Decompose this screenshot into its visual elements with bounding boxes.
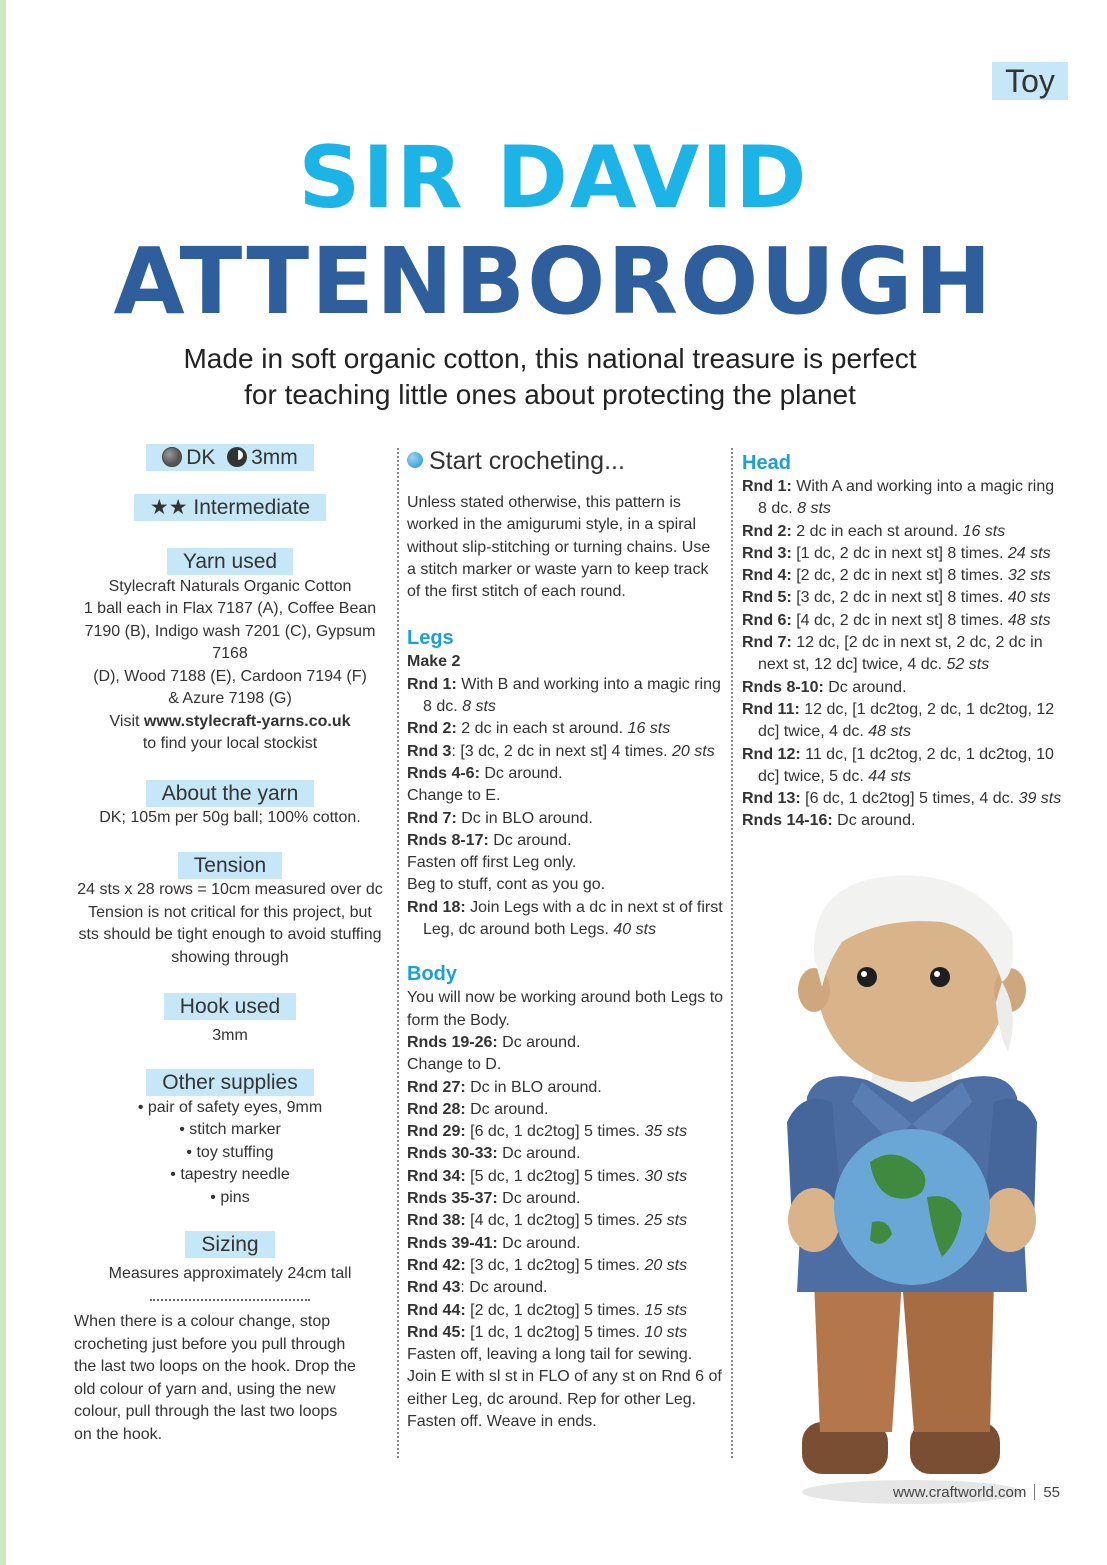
footer-url[interactable]: www.craftworld.com bbox=[892, 1484, 1027, 1501]
supply-item: • tapestry needle bbox=[170, 1166, 290, 1183]
stitch-count: 16 sts bbox=[962, 522, 1006, 540]
round-label: Rnd 2: bbox=[742, 522, 792, 540]
pattern-round bbox=[407, 874, 725, 896]
stitch-count: 40 sts bbox=[613, 921, 657, 939]
standfirst-line-1: Made in soft organic cotton, this national treasure is perfect bbox=[183, 343, 917, 374]
supply-item: • pins bbox=[210, 1188, 250, 1206]
round-label: Rnd 11: bbox=[742, 700, 800, 718]
round-text: [3 dc, 2 dc in next st] 8 times. bbox=[791, 589, 1008, 607]
hook-used-text: 3mm bbox=[212, 1026, 248, 1044]
intro-line: without slip-stitching or turning chains. Use bbox=[407, 538, 711, 556]
round-label: Rnd 27: bbox=[407, 1078, 466, 1096]
pattern-round bbox=[407, 1233, 725, 1255]
pattern-round bbox=[407, 830, 725, 852]
round-text: : Dc around. bbox=[460, 1279, 548, 1297]
pattern-round bbox=[742, 699, 1062, 744]
pattern-round bbox=[407, 1255, 725, 1277]
round-text: Change to E. bbox=[407, 787, 501, 805]
pattern-round bbox=[407, 1300, 725, 1322]
stitch-count: 48 sts bbox=[1007, 611, 1051, 629]
round-text: Dc in BLO around. bbox=[456, 809, 593, 827]
intro-line: of the first stitch of each round. bbox=[407, 583, 626, 601]
yarn-used-block bbox=[70, 576, 390, 756]
stitch-count: 20 sts bbox=[672, 742, 715, 760]
round-label: Rnd 4: bbox=[742, 567, 792, 585]
round-text: [3 dc, 1 dc2tog] 5 times. bbox=[465, 1256, 645, 1274]
round-text: Fasten off first Leg only. bbox=[407, 854, 577, 872]
page-footer bbox=[800, 1480, 1060, 1506]
round-label: Rnd 7: bbox=[742, 634, 792, 652]
other-supplies-heading: Other supplies bbox=[146, 1069, 313, 1096]
round-text: 2 dc in each st around. bbox=[791, 522, 963, 540]
pattern-round bbox=[742, 810, 1062, 832]
round-text: Dc around. bbox=[497, 1234, 581, 1252]
yarn-ball-icon bbox=[407, 452, 423, 468]
round-text: 2 dc in each st around. bbox=[456, 720, 628, 738]
stitch-count: 32 sts bbox=[1007, 567, 1051, 585]
pattern-round bbox=[407, 1322, 725, 1344]
spec-pill bbox=[146, 444, 314, 471]
pattern-round bbox=[742, 565, 1062, 587]
round-label: Rnd 7: bbox=[407, 809, 457, 827]
round-text: [1 dc, 1 dc2tog] 5 times. bbox=[465, 1323, 645, 1341]
round-text: You will now be working around both Legs to form the Body. bbox=[407, 989, 724, 1029]
round-text: [5 dc, 1 dc2tog] 5 times. bbox=[465, 1167, 645, 1185]
stitch-count: 44 sts bbox=[868, 767, 911, 785]
category-tag: Toy bbox=[992, 62, 1068, 100]
round-label: Rnd 34: bbox=[407, 1167, 466, 1185]
start-heading bbox=[407, 446, 725, 476]
pattern-round bbox=[407, 1188, 725, 1210]
intro-line: Unless stated otherwise, this pattern is bbox=[407, 494, 681, 511]
title-line-2: ATTENBOROUGH bbox=[113, 228, 994, 335]
round-label: Rnd 5: bbox=[742, 589, 792, 607]
column-divider-left bbox=[397, 448, 399, 1458]
yarn-line: 7190 (B), Indigo wash 7201 (C), Gypsum 7168 bbox=[84, 622, 376, 662]
round-label: Rnd 42: bbox=[407, 1256, 466, 1274]
about-yarn-heading: About the yarn bbox=[146, 780, 315, 807]
pattern-round bbox=[407, 1344, 725, 1366]
round-label: Rnd 28: bbox=[407, 1100, 466, 1118]
round-label: Rnd 38: bbox=[407, 1212, 466, 1230]
body-rows bbox=[407, 987, 725, 1433]
round-label: Rnds 4-6: bbox=[407, 764, 480, 782]
about-yarn-text: DK; 105m per 50g ball; 100% cotton. bbox=[99, 809, 361, 826]
pattern-round bbox=[407, 1077, 725, 1099]
pattern-round bbox=[407, 897, 725, 942]
pattern-round bbox=[742, 632, 1062, 677]
note-line: on the hook. bbox=[74, 1425, 163, 1443]
stitch-count: 52 sts bbox=[946, 656, 990, 674]
round-label: Rnd 3: bbox=[742, 544, 792, 562]
pattern-round bbox=[407, 674, 725, 719]
note-line: old colour of yarn and, using the new bbox=[74, 1380, 336, 1398]
stitch-count: 30 sts bbox=[644, 1167, 688, 1185]
supply-item: • stitch marker bbox=[179, 1121, 281, 1138]
intro-line: worked in the amigurumi style, in a spiral bbox=[407, 516, 697, 534]
pattern-round bbox=[742, 476, 1062, 521]
dotted-divider bbox=[150, 1299, 310, 1301]
yarn-line: & Azure 7198 (G) bbox=[168, 690, 292, 707]
page-number: 55 bbox=[1043, 1484, 1060, 1501]
pattern-round bbox=[742, 677, 1062, 699]
round-text: Dc around. bbox=[479, 764, 563, 782]
round-label: Rnd 1: bbox=[742, 478, 792, 495]
round-label: Rnd 3 bbox=[407, 742, 452, 760]
round-text: Dc around. bbox=[497, 1145, 581, 1163]
round-text: 12 dc, [1 dc2tog, 2 dc, 1 dc2tog, 12 dc] twice, 4 dc. bbox=[758, 700, 1055, 741]
sizing-heading: Sizing bbox=[185, 1231, 274, 1258]
yarn-line: Stylecraft Naturals Organic Cotton bbox=[108, 577, 352, 595]
stitch-count: 16 sts bbox=[627, 720, 671, 738]
pattern-round bbox=[407, 1277, 725, 1299]
supply-item: • pair of safety eyes, 9mm bbox=[137, 1098, 323, 1116]
yarn-line: (D), Wood 7188 (E), Cardoon 7194 (F) bbox=[93, 667, 367, 685]
stitch-count: 35 sts bbox=[644, 1123, 688, 1141]
round-label: Rnd 45: bbox=[407, 1323, 466, 1341]
tension-heading: Tension bbox=[178, 852, 282, 879]
round-label: Rnds 35-37: bbox=[407, 1190, 498, 1208]
pattern-round bbox=[407, 1366, 725, 1411]
round-label: Rnds 39-41: bbox=[407, 1234, 498, 1252]
round-text: With B and working into a magic ring 8 dc. bbox=[423, 675, 721, 716]
pattern-round bbox=[407, 785, 725, 807]
stitch-count: 48 sts bbox=[868, 723, 911, 741]
round-label: Rnd 13: bbox=[742, 790, 801, 808]
pattern-round bbox=[407, 1210, 725, 1232]
round-label: Rnd 43 bbox=[407, 1279, 461, 1297]
stitch-count: 25 sts bbox=[644, 1212, 688, 1230]
round-label: Rnds 8-17: bbox=[407, 831, 489, 849]
pattern-round bbox=[407, 718, 725, 740]
supplies-list bbox=[70, 1097, 390, 1210]
legs-rows bbox=[407, 674, 725, 942]
colour-change-note bbox=[70, 1311, 390, 1446]
pattern-round bbox=[407, 741, 725, 763]
pattern-round bbox=[742, 521, 1062, 543]
round-label: Rnd 44: bbox=[407, 1301, 466, 1319]
pattern-round bbox=[407, 1166, 725, 1188]
round-text: 11 dc, [1 dc2tog, 2 dc, 1 dc2tog, 10 dc] twice, 5 dc. bbox=[758, 745, 1054, 785]
yarn-line: 1 ball each in Flax 7187 (A), Coffee Bean bbox=[83, 600, 377, 617]
round-text: Beg to stuff, cont as you go. bbox=[407, 876, 606, 894]
pattern-round bbox=[407, 808, 725, 830]
round-label: Rnd 1: bbox=[407, 675, 457, 693]
stitch-count: 24 sts bbox=[1007, 544, 1051, 562]
note-line: colour, pull through the last two loops bbox=[74, 1403, 338, 1420]
head-rows bbox=[742, 476, 1062, 833]
round-text: Fasten off. Weave in ends. bbox=[407, 1412, 597, 1430]
round-text: 12 dc, [2 dc in next st, 2 dc, 2 dc in next st, 12 dc] twice, 4 dc. bbox=[758, 634, 1043, 674]
round-text: Dc around. bbox=[823, 678, 907, 696]
round-text: Dc around. bbox=[488, 831, 572, 849]
legs-make: Make 2 bbox=[407, 653, 461, 671]
stitch-count: 40 sts bbox=[1007, 589, 1051, 607]
stylecraft-url[interactable]: www.stylecraft-yarns.co.uk bbox=[143, 712, 351, 730]
difficulty-pill: ★★ Intermediate bbox=[134, 494, 326, 521]
hook-size: 3mm bbox=[251, 446, 298, 469]
note-line: crocheting just before you pull through bbox=[74, 1335, 346, 1353]
tension-line: sts should be tight enough to avoid stuffing bbox=[78, 926, 382, 943]
legs-heading: Legs bbox=[407, 627, 454, 650]
round-text: [1 dc, 2 dc in next st] 8 times. bbox=[791, 544, 1008, 562]
column-divider-right bbox=[731, 448, 733, 1458]
round-text: Join Legs with a dc in next st of first Leg, dc around both Legs. bbox=[423, 898, 723, 939]
tension-line: Tension is not critical for this project, but bbox=[88, 903, 372, 921]
round-text: [2 dc, 2 dc in next st] 8 times. bbox=[791, 567, 1008, 585]
note-line: the last two loops on the hook. Drop the bbox=[74, 1358, 356, 1375]
pattern-round bbox=[742, 543, 1062, 565]
round-text: [6 dc, 1 dc2tog] 5 times, 4 dc. bbox=[800, 790, 1019, 808]
round-label: Rnd 18: bbox=[407, 898, 466, 916]
footer-separator bbox=[1034, 1484, 1035, 1500]
stitch-count: 8 sts bbox=[797, 500, 831, 518]
round-label: Rnd 12: bbox=[742, 745, 801, 763]
round-label: Rnd 29: bbox=[407, 1123, 466, 1141]
stitch-count: 15 sts bbox=[644, 1301, 688, 1319]
round-label: Rnds 8-10: bbox=[742, 678, 824, 696]
start-intro bbox=[407, 492, 725, 603]
round-text: Dc around. bbox=[832, 812, 916, 830]
visit-suffix: to find your local stockist bbox=[142, 735, 318, 752]
round-text: Join E with sl st in FLO of any st on Rnd 6 of either Leg, dc around. Rep for other Leg. bbox=[407, 1368, 722, 1408]
visit-prefix: Visit bbox=[109, 712, 144, 730]
round-text: Dc around. bbox=[465, 1100, 549, 1118]
pattern-round bbox=[407, 1054, 725, 1076]
pattern-round bbox=[407, 987, 725, 1032]
tension-line: showing through bbox=[171, 948, 289, 966]
round-text: Change to D. bbox=[407, 1056, 502, 1074]
pattern-round bbox=[407, 763, 725, 785]
round-label: Rnd 6: bbox=[742, 611, 792, 629]
supply-item: • toy stuffing bbox=[186, 1143, 274, 1161]
title-line-1: SIR DAVID bbox=[298, 128, 809, 228]
pattern-round bbox=[742, 744, 1062, 789]
note-line: When there is a colour change, stop bbox=[74, 1313, 331, 1330]
yarn-used-heading: Yarn used bbox=[167, 548, 293, 575]
pattern-round bbox=[742, 587, 1062, 609]
body-heading: Body bbox=[407, 963, 457, 986]
round-label: Rnds 30-33: bbox=[407, 1145, 498, 1163]
amigurumi-doll-illustration bbox=[762, 862, 1062, 1512]
pattern-round bbox=[407, 1121, 725, 1143]
stitch-count: 8 sts bbox=[462, 698, 496, 716]
pattern-round bbox=[407, 852, 725, 874]
round-text: Dc around. bbox=[497, 1033, 581, 1051]
yarn-ball-icon bbox=[162, 447, 182, 467]
crochet-hook-icon bbox=[227, 447, 247, 467]
start-heading-text: Start crocheting... bbox=[429, 447, 625, 475]
hook-used-heading: Hook used bbox=[164, 993, 296, 1020]
round-label: Rnd 2: bbox=[407, 720, 457, 738]
yarn-weight: DK bbox=[186, 446, 216, 469]
round-text: [6 dc, 1 dc2tog] 5 times. bbox=[465, 1123, 645, 1141]
stitch-count: 20 sts bbox=[644, 1256, 688, 1274]
standfirst-line-2: for teaching little ones about protecting the planet bbox=[244, 379, 856, 410]
tension-line: 24 sts x 28 rows = 10cm measured over dc bbox=[77, 881, 383, 898]
visit-line bbox=[70, 711, 390, 734]
info-column bbox=[70, 440, 390, 1446]
head-heading: Head bbox=[742, 452, 791, 474]
round-label: Rnds 14-16: bbox=[742, 812, 833, 830]
round-text: [4 dc, 2 dc in next st] 8 times. bbox=[791, 611, 1008, 629]
round-text: [4 dc, 1 dc2tog] 5 times. bbox=[465, 1212, 645, 1230]
round-text: Fasten off, leaving a long tail for sewing. bbox=[407, 1346, 693, 1364]
intro-line: a stitch marker or waste yarn to keep track bbox=[407, 560, 709, 578]
round-text: Dc in BLO around. bbox=[465, 1078, 602, 1096]
sizing-text: Measures approximately 24cm tall bbox=[108, 1264, 352, 1282]
pattern-round bbox=[407, 1099, 725, 1121]
tension-block bbox=[70, 879, 390, 969]
round-text: : [3 dc, 2 dc in next st] 4 times. bbox=[451, 742, 672, 760]
stitch-count: 39 sts bbox=[1018, 790, 1062, 808]
round-label: Rnds 19-26: bbox=[407, 1033, 498, 1051]
pattern-column-legs-body bbox=[407, 446, 725, 1433]
pattern-round bbox=[407, 1411, 725, 1433]
pattern-round bbox=[742, 610, 1062, 632]
round-text: [2 dc, 1 dc2tog] 5 times. bbox=[465, 1301, 645, 1319]
pattern-round bbox=[407, 1143, 725, 1165]
round-text: With A and working into a magic ring 8 dc. bbox=[758, 478, 1055, 518]
pattern-round bbox=[742, 788, 1062, 810]
pattern-round bbox=[407, 1032, 725, 1054]
round-text: Dc around. bbox=[497, 1190, 581, 1208]
stitch-count: 10 sts bbox=[644, 1323, 688, 1341]
pattern-column-head bbox=[742, 450, 1062, 833]
